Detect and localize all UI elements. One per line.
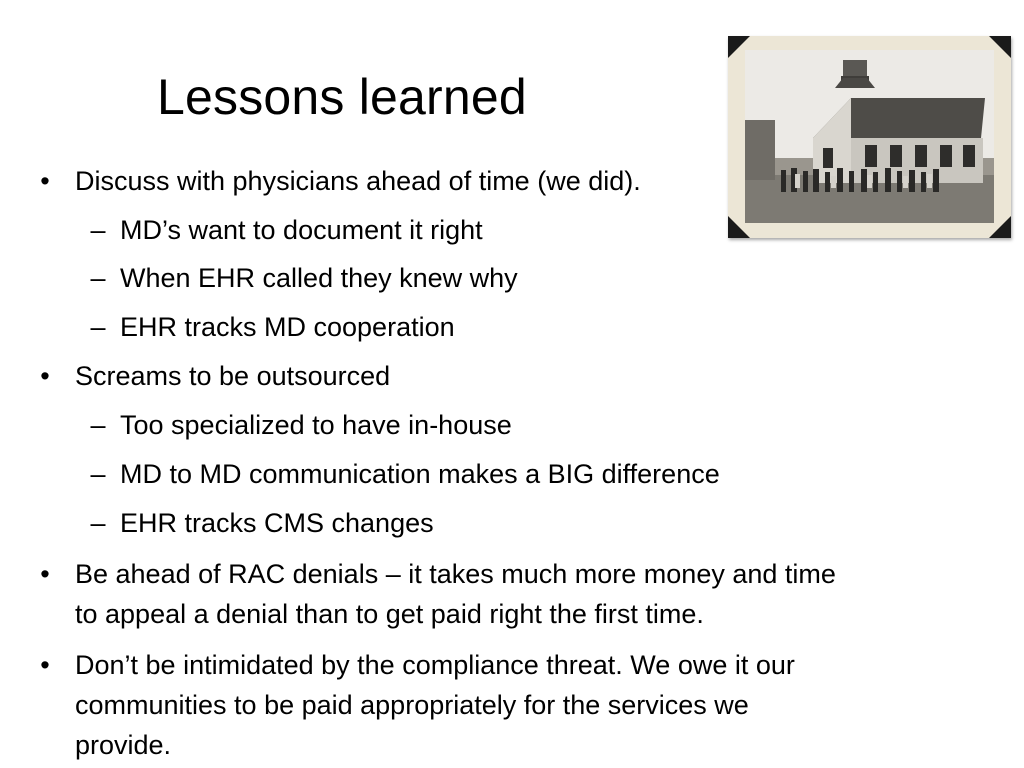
bullet-mark: • xyxy=(40,361,50,391)
bullet-mark: • xyxy=(40,166,50,196)
sub-bullet-item xyxy=(90,307,980,347)
bullet-item xyxy=(40,356,975,396)
sub-bullet-text: EHR tracks MD cooperation xyxy=(120,312,455,342)
bullet-item xyxy=(40,554,975,634)
bullet-text-line: communities to be paid appropriately for the services we xyxy=(75,690,749,720)
bullet-text-line: Don’t be intimidated by the compliance threat. We owe it our xyxy=(75,650,795,680)
sub-bullet-text: EHR tracks CMS changes xyxy=(120,508,434,538)
sub-bullet-mark: – xyxy=(90,459,106,489)
slide-title: Lessons learned xyxy=(157,69,527,125)
sub-bullet-text: When EHR called they knew why xyxy=(120,263,518,293)
sub-bullet-mark: – xyxy=(90,312,106,342)
sub-bullet-text: MD’s want to document it right xyxy=(120,215,483,245)
sub-bullet-text: Too specialized to have in-house xyxy=(120,410,512,440)
sub-bullet-mark: – xyxy=(90,508,106,538)
bullet-text: Screams to be outsourced xyxy=(75,361,391,391)
bullet-mark: • xyxy=(40,650,50,680)
bullet-text: Discuss with physicians ahead of time (we did). xyxy=(75,166,641,196)
sub-bullet-mark: – xyxy=(90,410,106,440)
sub-bullet-item xyxy=(90,258,980,298)
sub-bullet-text: MD to MD communication makes a BIG difference xyxy=(120,459,720,489)
bullet-mark: • xyxy=(40,559,50,589)
sub-bullet-mark: – xyxy=(90,263,106,293)
sub-bullet-item xyxy=(90,405,980,445)
sub-bullet-mark: – xyxy=(90,215,106,245)
bullet-text-line: provide. xyxy=(75,730,172,760)
bullet-text-line: Be ahead of RAC denials – it takes much more money and time xyxy=(75,559,836,589)
bullet-item xyxy=(40,161,975,201)
bullet-item xyxy=(40,645,975,765)
sub-bullet-item xyxy=(90,503,980,543)
sub-bullet-item xyxy=(90,454,980,494)
bullet-text-line: to appeal a denial than to get paid right the first time. xyxy=(75,599,704,629)
sub-bullet-item xyxy=(90,210,980,250)
